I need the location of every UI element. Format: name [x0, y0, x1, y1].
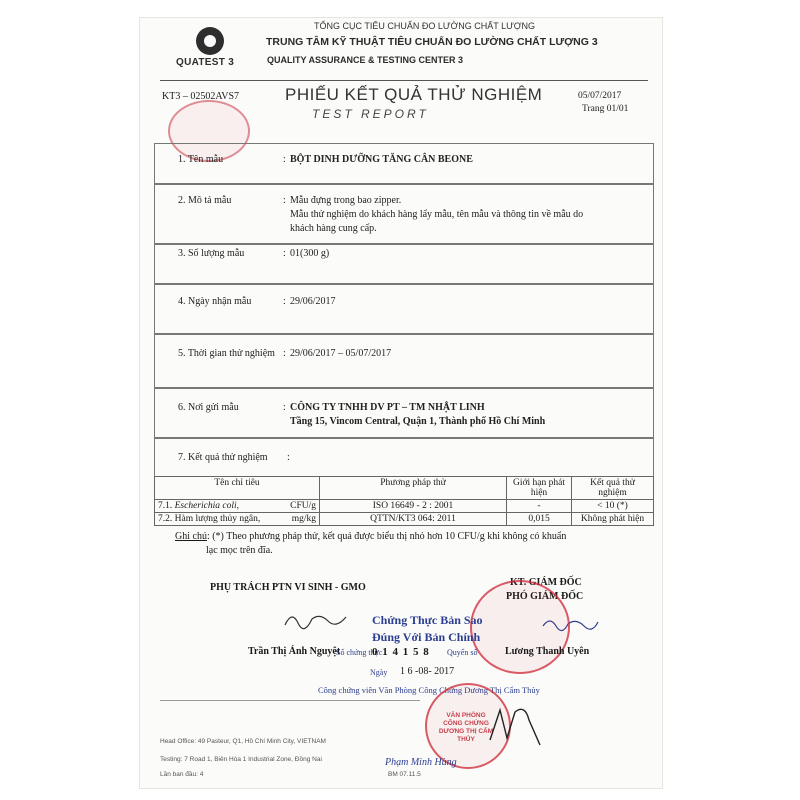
result: Không phát hiện — [572, 513, 654, 526]
field-sep: : — [283, 402, 286, 413]
field-sep: : — [283, 154, 286, 165]
org-line-1: TỔNG CỤC TIÊU CHUẨN ĐO LƯỜNG CHẤT LƯỢNG — [314, 21, 535, 31]
right-signer-title-1: KT. GIÁM ĐỐC — [510, 577, 582, 588]
description-line: khách hàng cung cấp. — [290, 223, 377, 234]
sender-company: CÔNG TY TNHH DV PT – TM NHẬT LINH — [290, 402, 485, 413]
field-sep: : — [283, 195, 286, 206]
office-label: Head Office: — [160, 738, 197, 745]
company-seal-icon — [470, 580, 570, 674]
field-label: 2. Mô tả mẫu — [178, 195, 232, 206]
notary-signature-icon — [485, 700, 545, 750]
cert-date: 1 6 -08- 2017 — [400, 666, 455, 677]
field-sep: : — [287, 452, 290, 463]
left-signer-title: PHỤ TRÁCH PTN VI SINH - GMO — [210, 582, 366, 593]
field-box-test-period — [154, 334, 654, 388]
document-number: KT3 – 02502AVS7 — [162, 91, 240, 102]
table-row — [155, 513, 654, 526]
footer-code: BM 07.11.5 — [388, 771, 421, 778]
org-line-3: QUALITY ASSURANCE & TESTING CENTER 3 — [267, 55, 464, 65]
field-label: 1. Tên mẫu — [178, 154, 224, 165]
right-signer-title-2: PHÓ GIÁM ĐỐC — [506, 591, 584, 602]
header-cell: Giới hạn phát hiện — [507, 477, 572, 500]
table-header-row — [155, 477, 654, 500]
table-row — [155, 500, 654, 513]
footer-issue: Lần ban đầu: 4 — [160, 771, 204, 778]
cert-date-label: Ngày — [370, 668, 388, 677]
result: < 10 (*) — [572, 500, 654, 513]
report-title-en: TEST REPORT — [312, 107, 429, 121]
testing-address: 7 Road 1, Biên Hòa 1 Industrial Zone, Đồng Nai — [184, 756, 322, 763]
indicator-name: Escherichia coli, — [174, 501, 239, 511]
quantity-value: 01(300 g) — [290, 248, 330, 259]
field-label: 3. Số lượng mẫu — [178, 248, 245, 259]
office-address: 49 Pasteur, Q1, Hồ Chí Minh City, VIETNAM — [197, 738, 326, 745]
notary-line: Công chứng viên Văn Phòng Công Chứng Dương Thị Cẩm Thủy — [318, 685, 540, 695]
report-title: PHIẾU KẾT QUẢ THỬ NGHIỆM — [285, 85, 543, 104]
method: QTTN/KT3 064: 2011 — [320, 513, 507, 526]
field-sep: : — [283, 348, 286, 359]
note-line-1: : (*) Theo phương pháp thử, kết quả được biểu thị nhỏ hơn 10 CFU/g khi không có khuẩn — [206, 531, 567, 542]
cert-number-label: Số chứng thực — [336, 648, 383, 657]
results-table — [154, 476, 654, 526]
note-line-2: lạc mọc trên đĩa. — [206, 545, 273, 556]
org-line-2: TRUNG TÂM KỸ THUẬT TIÊU CHUẨN ĐO LƯỜNG CHẤT LƯỢNG 3 — [266, 36, 598, 48]
cert-line-2: Đúng Với Bản Chính — [372, 630, 481, 644]
footer-divider — [160, 700, 420, 701]
footer-office — [160, 738, 326, 745]
unit: CFU/g — [290, 501, 316, 511]
row-number: 7.2. — [158, 514, 173, 524]
unit: mg/kg — [291, 514, 316, 524]
received-date: 29/06/2017 — [290, 296, 336, 307]
right-signer-name: Lương Thanh Uyên — [505, 646, 590, 657]
field-box-received-date — [154, 284, 654, 334]
header-divider — [160, 80, 648, 81]
field-label: 4. Ngày nhận mẫu — [178, 296, 252, 307]
left-signer-name: Trần Thị Ánh Nguyệt — [248, 646, 341, 657]
description-line: Mẫu thử nghiệm do khách hàng lấy mẫu, tên mẫu và thông tin về mẫu do — [290, 209, 584, 220]
page-number: Trang 01/01 — [582, 104, 629, 114]
row-number: 7.1. — [158, 501, 173, 511]
header-cell: Tên chỉ tiêu — [155, 477, 320, 500]
notary-seal-text: VĂN PHÒNG CÔNG CHỨNG DƯƠNG THỊ CẨM THỦY — [438, 712, 494, 743]
cert-line-1: Chứng Thực Bản Sao — [372, 613, 483, 627]
header-cell: Kết quả thử nghiệm — [572, 477, 654, 500]
field-label: 7. Kết quả thử nghiệm — [178, 452, 268, 463]
notary-signer: Phạm Minh Hùng — [385, 757, 457, 768]
cert-number: 0 1 4 1 5 8 — [372, 646, 430, 658]
field-sep: : — [283, 296, 286, 307]
field-label: 5. Thời gian thử nghiệm — [178, 348, 275, 359]
description-line: Mẫu đựng trong bao zipper. — [290, 195, 402, 206]
field-label: 6. Nơi gửi mẫu — [178, 402, 239, 413]
test-period: 29/06/2017 – 05/07/2017 — [290, 348, 392, 359]
note-label: Ghi chú — [175, 531, 207, 542]
method: ISO 16649 - 2 : 2001 — [320, 500, 507, 513]
quatest-logo-icon — [196, 27, 224, 55]
footer-testing — [160, 756, 322, 763]
field-box-sender — [154, 388, 654, 438]
sample-name: BỘT DINH DƯỠNG TĂNG CÂN BEONE — [290, 154, 473, 165]
left-signature-icon — [280, 605, 350, 635]
book-number-label: Quyển số — [447, 648, 478, 657]
header-cell: Phương pháp thử — [320, 477, 507, 500]
report-date: 05/07/2017 — [578, 91, 622, 101]
indicator-name: Hàm lượng thủy ngân, — [174, 514, 261, 524]
detection-limit: 0,015 — [507, 513, 572, 526]
sender-address: Tầng 15, Vincom Central, Quận 1, Thành phố Hồ Chí Minh — [290, 416, 546, 427]
note — [175, 531, 566, 542]
field-sep: : — [283, 248, 286, 259]
detection-limit: - — [507, 500, 572, 513]
logo-text: QUATEST 3 — [176, 57, 235, 68]
testing-label: Testing: — [160, 756, 183, 763]
